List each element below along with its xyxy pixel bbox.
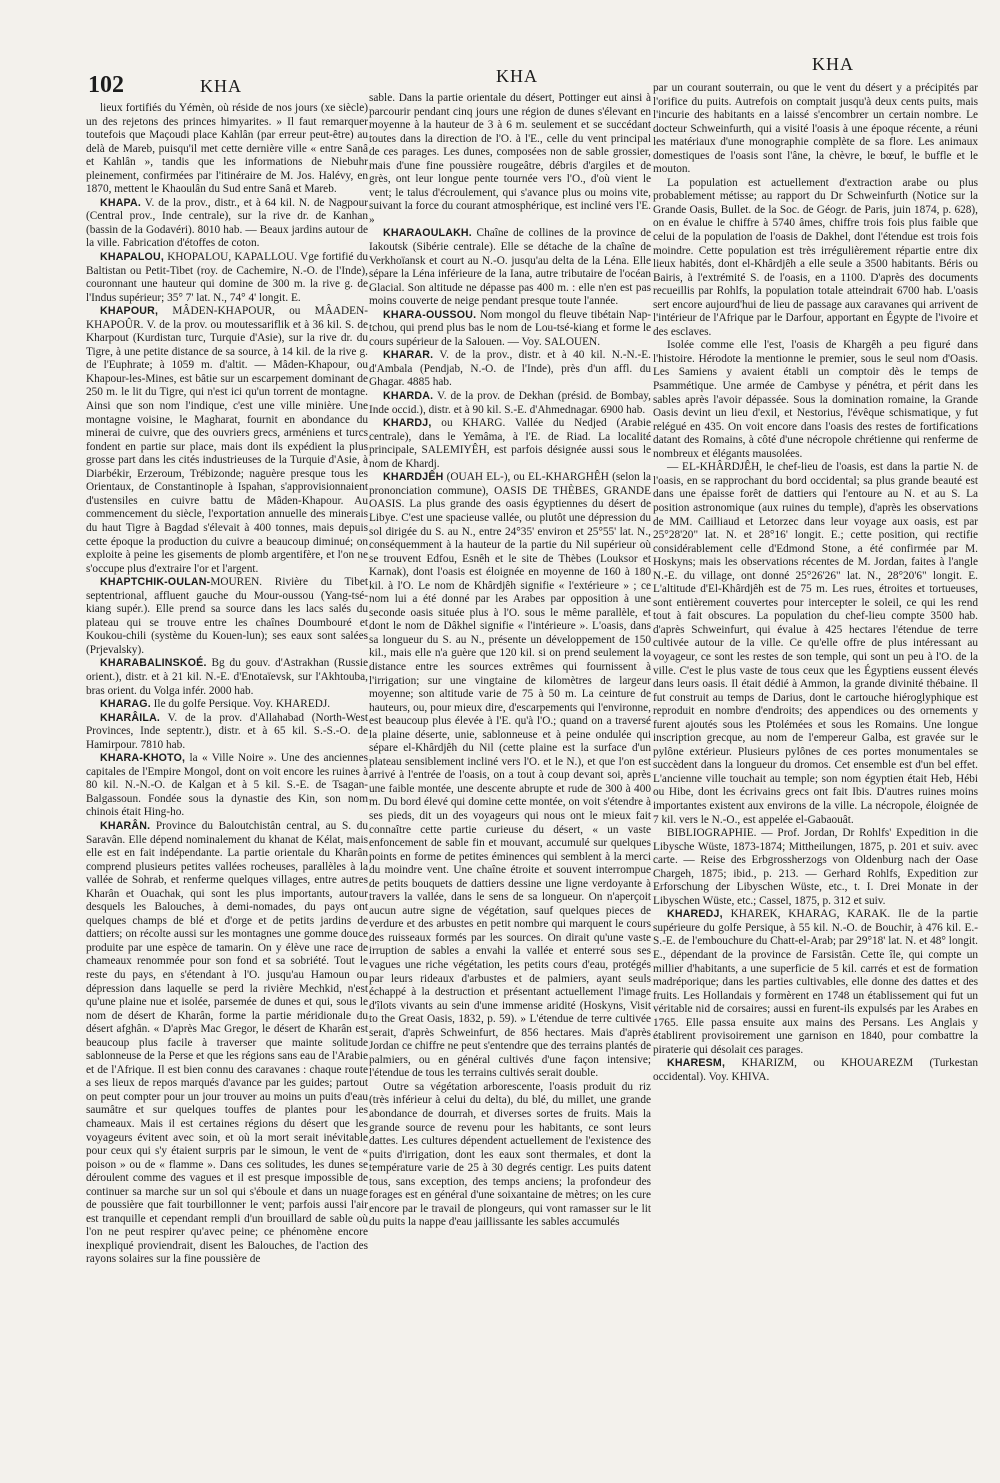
- dictionary-entry: [369, 390, 651, 417]
- dictionary-entry: [86, 698, 368, 712]
- entry-headword: KHARABALINSKOÉ.: [100, 657, 207, 670]
- text-column-2: [369, 92, 651, 1466]
- entry-text: par un courant souterrain, ou que le vent du désert y a précipités par l'orifice du puits. Autrefois on comptait jusqu'à deux cents puits, mais l'incurie des habitants en a laissé s'encombrer un certain nombre. Le docteur Schweinfurth, qui a visité l'oasis à une époque récente, a réuni les matériaux d'une monographie complète de sa flore. Les animaux domestiques de l'oasis sont l'âne, la chèvre, le bœuf, le buffle et le mouton.: [653, 82, 978, 176]
- dictionary-entry: [653, 339, 978, 461]
- entry-text: (OUAH EL-), ou EL-KHARGHÊH (selon la prononciation commune), OASIS DE THÈBES, GRANDE OASIS. La plus grande des oasis égyptiennes du désert de Libye. C'est une spacieuse vallée, ou plutôt une dépression du sol dirigée du S. au N., entre 24°35' environ et 25°55' lat. N., conséquemment à la hauteur de la partie du Nil supérieur où se trouvent Edfou, Esnêh et le site de Thèbes (Louksor et Karnak), dont l'oasis est éloignée en moyenne de 160 à 180 kil. à l'O. Le nom de Khârdjêh signifie « l'extérieure » ; ce nom lui a été donné par les Arabes par opposition à une seconde oasis située plus à l'O. sous le même parallèle, et dont le nom de Dâkhel signifie « l'intérieure ». L'oasis, dans sa longueur du S. au N., présente un développement de 150 kil., mais elle n'a guère que 120 kil. si on prend seulement la distance entre les sources extrêmes qui fournissent à l'irrigation; sur une vingtaine de kilomètres de largeur moyenne; son altitude varie de 75 à 50 m. La ceinture de hauteurs, ou, pour mieux dire, d'escarpements qui l'environne, est beaucoup plus élevée à l'E. qu'à l'O.; quand on a traversé la plaine déserte, unie, sablonneuse et à peine ondulée qui sépare el-Khârdjêh du Nil (cette plaine est la surface d'un plateau sensiblement incliné vers l'O. et le N.), et que l'on est arrivé à l'entrée de l'oasis, on a tout à coup devant soi, après une faible montée, une descente abrupte et rude de 300 à 400 m. Du bord élevé qui domine cette montée, on voit s'étendre à ses pieds, dit un des voyageurs qui nous ont le mieux fait connaître cette partie curieuse du désert, « un vaste enfoncement de sable fin et mouvant, accumulé sur quelques points en forme de petites éminences qui semblent à la merci du moindre vent. Une chaîne étroite et souvent interrompue de petits bouquets de dattiers dessine une ligne verdoyante à travers la vallée, dans le sens de sa longueur. On n'aperçoit aucun autre signe de végétation, sauf quelques pieces de verdure et des arbustes en petit nombre qui marquent le cours des ruisseaux formés par les sources. On dirait qu'une vaste irruption de sables a envahi la vallée et enterré sous ses vagues une riche végétation, les petits cours d'eau, protégés par leurs rideaux d'arbustes et de palmiers, ayant seuls échappé à la destruction et présentant actuellement l'image d'îlots vivants au sein d'une immense aridité (Hoskyns, Visit to the Great Oasis, 1832, p. 59). » L'étendue de terre cultivée serait, d'après Schweinfurt, de 856 hectares. Mais d'après Jordan ce chiffre ne peut s'entendre que des terrains plantés de palmiers, ou en général cultivés d'une façon intensive; l'étendue de tous les terrains cultivés serait double.: [369, 471, 651, 1080]
- text-column-1: [86, 102, 368, 1476]
- entry-text: — EL-KHÂRDJÊH, le chef-lieu de l'oasis, est dans la partie N. de l'oasis, en se rapprochant du bord occidental; sa plus grande beauté est dans une épaisse forêt de dattiers qui l'entoure au N. et au S. La position astronomique (aux ruines du temple), d'après les observations de MM. Cailliaud et Letorzec dans leur voyage aux oasis, est par 25°28'20" lat. N. et 28°16' longit. E.; cette position, qui rectifie considérablement celle d'Edmond Stone, a été confirmée par M. Hoskyns; mais les observations récentes de M. Jordan, faites à l'angle N.-E. du village, ont donné 25°26'26" lat. N., 28°20'6" longit. E. L'altitude d'El-Khârdjêh est de 75 m. Les rues, étroites et tortueuses, sont entièrement couvertes pour intercepter le soleil, ce qui les rend tout à fait obscures. La population du chef-lieu compte 3500 hab. d'après Schweinfurt, qui évalue à 425 hectares l'étendue de terre cultivée autour de la ville. Ce qu'elle offre de plus intéressant au voyageur, ce sont les restes de son temple, qui sont un peu à l'O. de la ville. C'est le plus vaste de tous ceux que les Égyptiens eussent élevés dans leurs oasis. Il était dédié à Ammon, la grande divinité thébaine. Il fut construit au temps de Darius, dont le cartouche hiéroglyphique est reproduit en nombre d'endroits; des appendices ou des ornements y furent ajoutés sous les Ptolémées et sous les Romains. Une longue inscription grecque, au nom de l'empereur Galba, est gravée sur le pylône extérieur. Plusieurs pylônes de ces portes monumentales se succèdent dans la longueur du dromos. Cet ensemble est d'un bel effet. L'ancienne ville touchait au temple; son nom égyptien était Heb, Hébi ou Hibe, dont les écrivains grecs ont fait Ibis. D'autres ruines moins importantes existent aux environs de la ville. La nécropole, éloignée de 7 kil. vers le N.-O., est appelée el-Gabaouât.: [653, 461, 978, 826]
- dictionary-entry: [369, 309, 651, 350]
- entry-text: KHARIZM, ou KHOUAREZM (Turkestan occidental). Voy. KHIVA.: [653, 1057, 978, 1083]
- dictionary-entry: [653, 1057, 978, 1084]
- entry-text: Province du Baloutchistân central, au S. du Saravân. Elle dépend nominalement du khanat de Kélat, mais elle est en fait indépendante. La partie orientale du Kharân comprend plusieurs petites vallées rocheuses, parallèles à la vallée de Sohrab, et renferme quelques villages, entre autres Kharân et Ouachak, qui sont les plus importants, autour desquels les Balouches, à demi-nomades, du pays ont quelques champs de blé et d'orge et de petits jardins de dattiers; on récolte aussi sur les montagnes une gomme douce produite par une espèce de tamarin. On y élève une race de chameaux renommée pour son fond et sa sobriété. Tout le reste du pays, en s'étendant à l'O. jusqu'au Hamoun ou dépression dans laquelle se perd la rivière Mechkid, n'est qu'une plaine nue et isolée, parsemée de dunes et qui, sous le nom de désert de Kharân, forme la partie méridionale du désert afghân. « D'après Mac Gregor, le désert de Kharân est beaucoup plus facile à traverser que mainte solitude sablonneuse de la Perse et que les régions sans eau de l'Arabie et de l'Afrique. Il est bien connu des caravanes : chaque route a ses lieux de repos marqués d'avance par les guides; partout on peut compter pour un jour trouver au moins un puits d'eau saumâtre et sur quelques touffes de plantes pour les chameaux. Mais il est certaines régions du désert que les voyageurs évitent avec soin, et où la mort serait inévitable pour ceux qui s'y étaient surpris par le simoun, le vent de « poison » ou de « flamme ». Dans ces solitudes, les dunes se déroulent comme des vagues et il est presque impossible de continuer sa marche sur un sol qui s'éboule et dans un nuage de poussière que fait tourbillonner le vent; parfois aussi l'air est tranquille et cependant rempli d'un brouillard de sable où l'on ne peut respirer qu'avec peine; ce phénomène encore inexpliqué proviendrait, disent les Balouches, de l'action des rayons solaires sur la fine poussière de: [86, 819, 368, 1266]
- entry-text: Isolée comme elle l'est, l'oasis de Khargêh a peu figuré dans l'histoire. Hérodote la mentionne le premier, sous le seul nom d'Oasis. Les Samiens y avaient établi un comptoir dès le temps de Psammétique. Une armée de Cambyse y pénétra, et périt dans les sables après l'avoir dépassée. Sous la domination romaine, la Grande Oasis devint un lieu d'exil, et Nestorius, l'évêque schismatique, y fut relégué en 435. On voit encore dans l'oasis des restes de fortifications datant des Romains, à côté d'une nécropole chrétienne qui renferme de nombreux et élégants mausolées.: [653, 339, 978, 460]
- dictionary-entry: [86, 305, 368, 576]
- entry-text: KHOPALOU, KAPALLOU. Vge fortifié du Baltistan ou Petit-Tibet (roy. de Cachemire, N.-O. de l'Inde), couronnant une hauteur qui domine de 300 m. la rive g. de l'Indus supérieur; 35° 7' lat. N., 74° 4' longit. E.: [86, 251, 368, 304]
- dictionary-entry: [86, 576, 368, 657]
- dictionary-entry: [369, 1081, 651, 1230]
- dictionary-entry: [86, 712, 368, 753]
- dictionary-entry: [86, 752, 368, 820]
- dictionary-entry: [653, 177, 978, 340]
- entry-headword: KHAPOUR,: [100, 305, 159, 318]
- entry-text: la « Ville Noire ». Une des anciennes capitales de l'Empire Mongol, dont on voit encore les ruines à 80 kil. N.-N.-O. de Kalgan et à 5 kil. S.-E. de Tsagan-Balgassoun. Fondée sous la dynastie des Kin, son nom chinois était Hing-ho.: [86, 752, 368, 819]
- entry-headword: KHARAR.: [383, 349, 434, 362]
- entry-text: ou KHARG. Vallée du Nedjed (Arabie centrale), dans le Yemâma, à l'E. de Riad. La localité principale, SALEMIYÊH, est parfois désignée aussi sous le nom de Khardj.: [369, 417, 651, 470]
- entry-headword: KHARÂILA.: [100, 711, 161, 724]
- entry-text: BIBLIOGRAPHIE. — Prof. Jordan, Dr Rohlfs' Expedition in die Libysche Wüste, 1873-1874; Mittheilungen, 1875, p. 201 et suiv. avec carte. — Reise des Erbgrossherzogs von Oldenburg nach der Oase Chargeh, 1875; ibid., p. 213. — Gerhard Rohlfs, Expedition zur Erforschung der Libyschen Wüste, etc., t. I. Drei Monate in der Libyschen Wüste, etc.; Cassel, 1875, p. 312 et suiv.: [653, 827, 978, 907]
- dictionary-entry: [653, 908, 978, 1057]
- entry-headword: KHARDJ,: [383, 417, 432, 430]
- dictionary-entry: [653, 82, 978, 177]
- entry-headword: KHAPA.: [100, 196, 142, 209]
- entry-headword: KHARÂN.: [100, 819, 151, 832]
- dictionary-entry: [369, 349, 651, 390]
- entry-text: lieux fortifiés du Yémèn, où réside de nos jours (xe siècle) un des rejetons des princes himyarites. » Il faut remarquer toutefois que Maçoudi place Kahlân (par erreur peut-être) au delà de Mareb, puisqu'il met cette dernière ville « entre Sanâ et Kahlân », tandis que les informations de Niebuhr pleinement, confirmées par l'itinéraire de M. Jos. Halévy, en 1870, mettent le Khaoulân du Sud entre Sanâ et Mareb.: [86, 102, 368, 196]
- entry-text: MÂDEN-KHAPOUR, ou MÂADEN-KHAPOÛR. V. de la prov. ou moutessariflik et à 36 kil. S. de Kharpout (Kurdistan turc, Turquie d'Asie), sur la rive dr. du Tigre, à une petite distance de sa source, à 14 kil. de la rive g. de l'Euphrate; à 1059 m. d'altit. — Mâden-Khapour, ou Khapour-les-Mines, est bâtie sur un escarpement dominant de 250 m. le lit du Tigre, qui n'est ici qu'un torrent de montagne. Ainsi que son nom l'indique, c'est une ville minière. Une montagne voisine, le Magharat, fournit en abondance du minerai de cuivre, que des ouvriers grecs, arméniens et turcs fondent en partie sur place, mais dont ils expédient la plus grosse part dans les cités industrieuses de la Turquie d'Asie, à Diarbékir, Erzeroum, Trébizonde; naguère presque tous les Orientaux, de Constantinople à Ispahan, s'approvisionnaient d'ustensiles en cuivre battu de Mâden-Khapour. Au commencement du siècle, l'exportation annuelle des minerais du haut Tigre à Bagdad s'élevait à 400 tonnes, mais depuis cette époque la production du cuivre a beaucoup diminué; on exploite à peine les gisements de plomb argentifère, et l'on ne s'occupe plus d'extraire l'or et l'argent.: [86, 305, 368, 575]
- dictionary-entry: [86, 197, 368, 251]
- entry-headword: KHAREDJ,: [667, 908, 723, 921]
- entry-text: Bg du gouv. d'Astrakhan (Russie orient.), distr. et à 21 kil. N.-E. d'Enotaïevsk, sur l'Akhtouba, bras orient. du Volga infér. 2000 hab.: [86, 657, 368, 697]
- entry-headword: KHARAOULAKH.: [383, 227, 472, 240]
- dictionary-entry: [86, 102, 368, 197]
- entry-headword: KHARAG.: [100, 698, 151, 711]
- entry-text: V. de la prov. d'Allahabad (North-West Provinces, Inde septentr.), distr. et à 65 kil. S.-S.-O. de Hamirpour. 7810 hab.: [86, 711, 368, 751]
- text-column-3: [653, 82, 978, 1456]
- dictionary-entry: [369, 471, 651, 1081]
- entry-text: Chaîne de collines de la province de Iakoutsk (Sibérie centrale). Elle se détache de la chaîne de Verkhoïansk et court au N.-O. jusqu'au delta de la Léna. Elle sépare la Léna inférieure de la Iana, autre tributaire de l'océan Glacial. Son altitude ne dépasse pas 400 m. : elle n'en est pas moins couverte de neige pendant presque toute l'année.: [369, 227, 651, 308]
- entry-text: Ile du golfe Persique. Voy. KHAREDJ.: [150, 698, 331, 711]
- entry-text: Nom mongol du fleuve tibétain Nap-tchou, qui prend plus bas le nom de Lou-tsé-kiang et forme le cours supérieur de la Salouen. — Voy. SALOUEN.: [369, 308, 651, 348]
- entry-text: V. de la prov., distr., et à 64 kil. N. de Nagpour (Central prov., Inde centrale), sur la rive dr. de Kanhan (bassin de la Godavéri). 8010 hab. — Beaux jardins autour de la ville. Fabrication d'étoffes de coton.: [86, 196, 368, 250]
- entry-text: V. de la prov. de Dekhan (présid. de Bombay, Inde occid.), distr. et à 90 kil. S.-E. d'Ahmednagar. 6900 hab.: [369, 390, 651, 416]
- entry-text: sable. Dans la partie orientale du désert, Pottinger eut ainsi à parcourir pendant cinq jours une région de dunes s'élevant en moyenne à la hauteur de 3 à 6 m. seulement et se succédant toutes dans la direction de l'O. à l'E., celle du vent principal de ces parages. Les dunes, composées non de sable grossier, mais d'une fine poussière rougeâtre, débris d'argiles et de grès, ont leur longue pente tournée vers l'O., d'où vient le vent; le talus d'écroulement, qui s'avance plus ou moins vite, suivant la force du courant atmosphérique, est incliné vers l'E. »: [369, 92, 651, 226]
- dictionary-entry: [86, 657, 368, 698]
- running-headword-middle: KHA: [496, 66, 538, 86]
- entry-text: KHAREK, KHARAG, KARAK. Ile de la partie supérieure du golfe Persique, à 55 kil. N.-O. de Bouchir, à 476 kil. E.-S.-E. de l'embouchure du Chatt-el-Arab; par 29°18' lat. N. et 48° longit. E., dépendant de la province de Farsistân. Cette île, qui compte un millier d'habitants, a une superficie de 5 kil. carrés et est de formation madréporique; dans les parties cultivables, elle donne des dattes et des fruits. Les Hollandais y formèrent en 1748 un établissement qui fut un véritable nid de corsaires; aussi en furent-ils expulsés par les Arabes en 1765. Elle passa ensuite aux mains des Persans. Les Anglais y établirent provisoirement une garnison en 1840, pour combattre la piraterie qui désolait ces parages.: [653, 908, 978, 1056]
- entry-headword: KHARDJÊH: [383, 471, 444, 484]
- dictionary-entry: [369, 92, 651, 227]
- entry-headword: KHAPTCHIK-OULAN-: [100, 576, 211, 589]
- entry-text: La population est actuellement d'extraction arabe ou plus probablement métisse; au rapport du Dr Schweinfurth (Notice sur la Grande Oasis, Bullet. de la Soc. de Géogr. de Paris, juin 1874, p. 628), on en évalue le chiffre à 5740 âmes, chiffre trois fois plus faible que celui de la population de l'oasis de Dakhel, dont l'étendue est trois fois moindre. Cette population est très irrégulièrement répartie entre dix lieux habités, dont el-Khârdjêh a elle seule a 3500 habitants. Béris ou Bairis, à l'extrémité S. de l'oasis, en a 1100. D'après des documents recueillis par Rohlfs, la population totale atteindrait 6700 hab. L'oasis sert encore aujourd'hui de lieu de passage aux caravanes qui arrivent de l'intérieur de l'Afrique par le Darfour, apportant en Égypte de l'ivoire et des esclaves.: [653, 176, 978, 338]
- running-headword-left: KHA: [200, 76, 242, 96]
- entry-text: Outre sa végétation arborescente, l'oasis produit du riz (très inférieur à celui du delta), du blé, du millet, une grande abondance de dourrah, et diverses sortes de fruits. Mais la grande source de revenu pour les habitants, ce sont leurs dattes. Les cultures dépendent actuellement de l'existence des puits d'irrigation, dont les eaux sont thermales, et dont la température varie de 25 à 30 degrés centigr. Les puits datent tous, sans exception, des temps anciens; la profondeur des forages est en général d'une soixantaine de mètres; on les cure encore par le travail de plongeurs, qui vont ramasser sur le lit du puits la nappe d'eau jaillissante les sables accumulés: [369, 1080, 651, 1229]
- entry-headword: KHARESM,: [667, 1057, 726, 1070]
- entry-headword: KHARA-OUSSOU.: [383, 308, 477, 321]
- entry-headword: KHAPALOU,: [100, 251, 164, 264]
- entry-text: V. de la prov., distr. et à 40 kil. N.-N.-E. d'Ambala (Pendjab, N.-O. de l'Inde), près d'un affl. du Ghagar. 4885 hab.: [369, 349, 651, 389]
- entry-headword: KHARA-KHOTO,: [100, 752, 186, 765]
- dictionary-entry: [653, 461, 978, 827]
- dictionary-entry: [86, 251, 368, 305]
- page-number: 102: [88, 72, 124, 98]
- dictionary-entry: [86, 820, 368, 1267]
- running-headword-right: KHA: [812, 54, 854, 74]
- dictionary-entry: [653, 827, 978, 908]
- entry-headword: KHARDA.: [383, 390, 434, 403]
- entry-text: MOUREN. Rivière du Tibet septentrional, affluent gauche du Mour-oussou (Yang-tsé-kiang supér.). Elle prend sa source dans les lacs salés du plateau qui se trouve entre les chaînes Doumbouré et Koukou-chili (système du Kouen-lun); ses eaux sont salées (Prjevalsky).: [86, 576, 368, 656]
- dictionary-entry: [369, 417, 651, 471]
- dictionary-entry: [369, 227, 651, 308]
